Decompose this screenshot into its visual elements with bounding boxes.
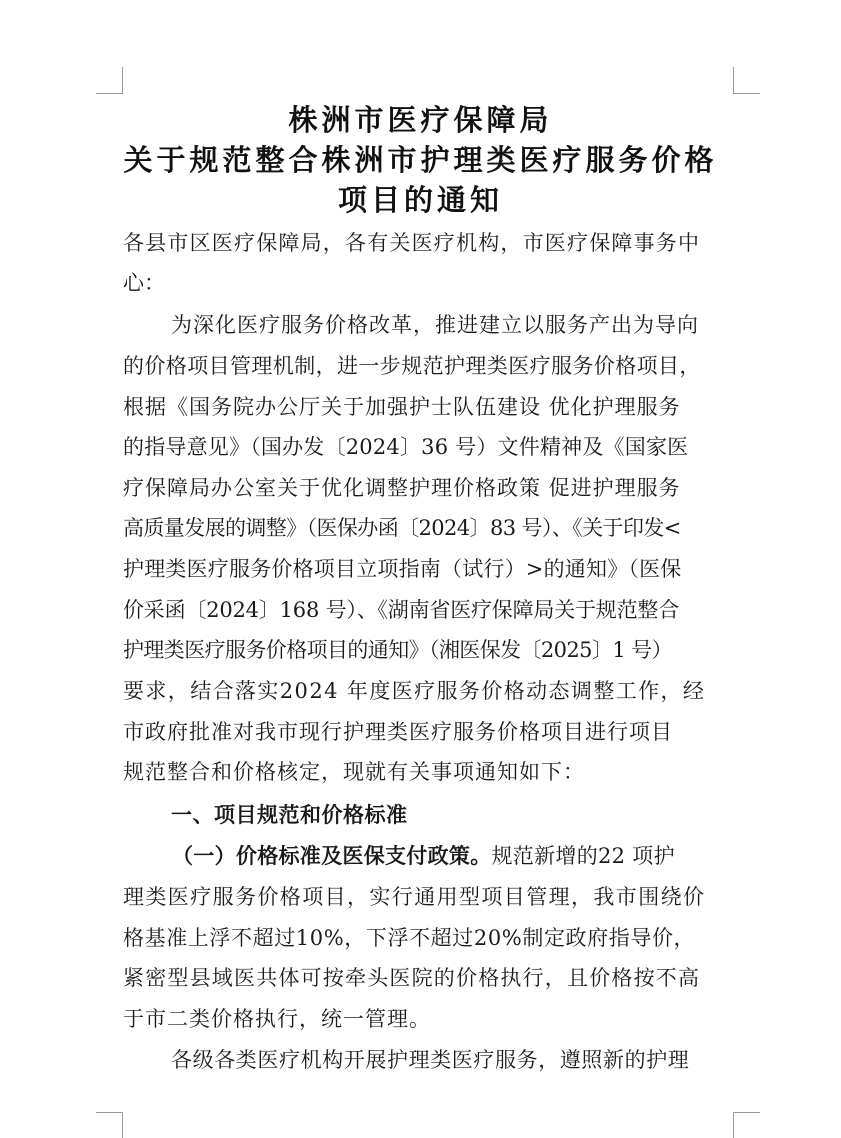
intro-line-2: 的价格项目管理机制，进一步规范护理类医疗服务价格项目， xyxy=(123,354,701,378)
subsection-1-line-5: 于市二类价格执行，统一管理。 xyxy=(123,1007,431,1031)
subsection-1-first-line xyxy=(172,842,675,870)
crop-mark-top-left xyxy=(96,67,123,94)
crop-mark-bottom-right xyxy=(733,1112,760,1138)
document-title-line-3: 项目的通知 xyxy=(337,183,503,217)
subsection-1-line-2: 理类医疗服务价格项目，实行通用型项目管理，我市围绕价 xyxy=(123,885,706,909)
intro-line-12: 规范整合和价格核定，现就有关事项通知如下： xyxy=(123,760,585,784)
intro-line-11: 市政府批准对我市现行护理类医疗服务价格项目进行项目 xyxy=(123,720,673,744)
intro-line-5: 疗保障局办公室关于优化调整护理价格政策 促进护理服务 xyxy=(123,476,681,500)
paragraph-2-first-line: 各级各类医疗机构开展护理类医疗服务，遵照新的护理 xyxy=(171,1048,690,1072)
crop-mark-bottom-left xyxy=(96,1112,123,1138)
intro-line-1: 为深化医疗服务价格改革，推进建立以服务产出为导向 xyxy=(171,313,699,337)
section-heading-1: 一、项目规范和价格标准 xyxy=(171,803,408,827)
intro-line-9: 护理类医疗服务价格项目的通知》（湘医保发〔2025〕1 号） xyxy=(123,638,672,662)
intro-line-3: 根据《国务院办公厅关于加强护士队伍建设 优化护理服务 xyxy=(123,395,681,419)
document-title-line-2: 关于规范整合株洲市护理类医疗服务价格 xyxy=(123,143,718,177)
document-title-line-1: 株洲市医疗保障局 xyxy=(288,103,553,137)
intro-line-6: 高质量发展的调整》（医保办函〔2024〕83 号）、《关于印发< xyxy=(123,516,681,540)
crop-mark-top-right xyxy=(733,67,760,94)
subsection-1-text-start: 规范新增的22 项护 xyxy=(491,844,675,868)
addressee-line-2: 心： xyxy=(123,271,165,295)
intro-line-10: 要求，结合落实2024 年度医疗服务价格动态调整工作，经 xyxy=(123,679,706,703)
intro-line-4: 的指导意见》（国办发〔2024〕36 号）文件精神及《国家医 xyxy=(123,435,689,459)
intro-line-8: 价采函〔2024〕168 号）、《湖南省医疗保障局关于规范整合 xyxy=(123,598,679,622)
intro-line-7: 护理类医疗服务价格项目立项指南（试行）>的通知》（医保 xyxy=(123,557,682,581)
subsection-1-line-4: 紧密型县域医共体可按牵头医院的价格执行，且价格按不高 xyxy=(123,966,701,990)
subsection-1-line-3: 格基准上浮不超过10%，下浮不超过20%制定政府指导价， xyxy=(123,926,696,950)
addressee-line-1: 各县市区医疗保障局，各有关医疗机构，市医疗保障事务中 xyxy=(123,231,701,255)
subsection-1-label: （一）价格标准及医保支付政策。 xyxy=(172,844,492,868)
